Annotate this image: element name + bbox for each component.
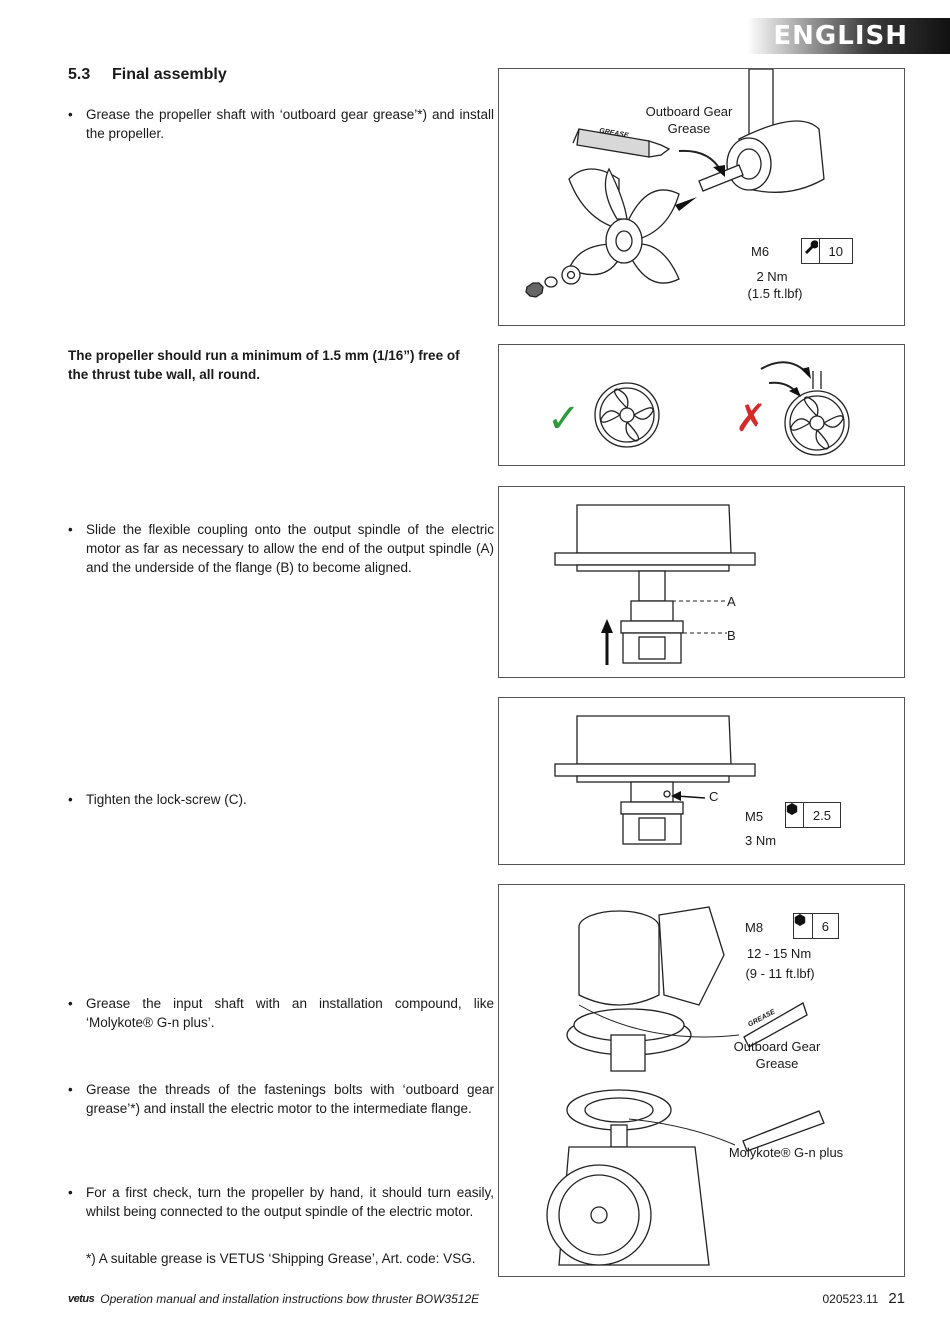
tool-spec-box: [793, 913, 839, 939]
step-first-check: • For a first check, turn the propeller by hand, it should turn easily, whilst being connected to the output spindle of the electric motor.: [68, 1183, 494, 1221]
bolt-size: M5: [745, 809, 764, 824]
label-b: B: [727, 628, 736, 643]
tool-size: 2.5: [812, 807, 831, 823]
label-c: C: [709, 789, 719, 804]
torque-nm: 12 - 15 Nm: [746, 946, 812, 961]
step-propeller: • Grease the propeller shaft with ‘outboard gear grease’*) and install the propeller.: [68, 105, 494, 143]
step-threads: • Grease the threads of the fastenings bolts with ‘outboard gear grease’*) and install the electric motor to the intermediate flange.: [68, 1080, 494, 1118]
tool-spec-box: [785, 802, 841, 828]
torque-nm: 3 Nm: [745, 833, 777, 848]
page-number: 21: [888, 1290, 905, 1307]
figure-clearance-check: [498, 344, 905, 466]
grease-tube-text: GREASE: [747, 1008, 777, 1029]
section-title: Final assembly: [112, 66, 227, 83]
torque-ftlbf: (1.5 ft.lbf): [747, 286, 803, 301]
figure-motor-install: [498, 884, 905, 1277]
molykote-label: Molykote® G-n plus: [728, 1145, 844, 1160]
grease-label-line2: Grease: [755, 1056, 799, 1071]
torque-ftlbf: (9 - 11 ft.lbf): [745, 966, 815, 981]
language-tab: ENGLISH: [747, 18, 950, 54]
footnote: *) A suitable grease is VETUS ‘Shipping Grease’, Art. code: VSG.: [86, 1251, 476, 1266]
grease-label-line1: Outboard Gear: [645, 104, 733, 119]
clearance-note: The propeller should run a minimum of 1.5 mm (1/16”) free of the thrust tube wall, all round.: [68, 348, 460, 382]
figure-coupling-align: [498, 486, 905, 678]
tool-spec-box: [801, 238, 853, 264]
step-coupling: • Slide the flexible coupling onto the output spindle of the electric motor as far as necessary to allow the end of the output spindle (A) and the underside of the flange (B) to become aligned.: [68, 520, 494, 577]
vetus-logo: vetus: [68, 1292, 95, 1305]
figure-lock-screw: [498, 697, 905, 865]
grease-tube-text: GREASE: [598, 127, 629, 140]
figure-propeller-install: [498, 68, 905, 326]
motor-install-illustration: [499, 885, 906, 1278]
bolt-size: M8: [745, 920, 764, 935]
coupling-illustration: [499, 487, 906, 679]
hex-key-icon: [794, 914, 813, 938]
tool-size: 6: [821, 918, 829, 934]
page-footer: [68, 1290, 905, 1307]
step-input-shaft: • Grease the input shaft with an installation compound, like ‘Molykote® G-n plus’.: [68, 994, 494, 1032]
grease-label: [727, 1038, 827, 1072]
ok-check-icon: ✓: [547, 397, 581, 441]
bolt-size: M6: [751, 244, 770, 259]
section-number: 5.3: [68, 66, 91, 83]
doc-code: 020523.11: [822, 1291, 879, 1306]
section-heading: [68, 66, 227, 84]
label-a: A: [727, 594, 736, 609]
grease-label: [634, 103, 744, 137]
step-lockscrew: • Tighten the lock-screw (C).: [68, 790, 494, 809]
torque-nm: 2 Nm: [756, 269, 788, 284]
wrong-cross-icon: ✗: [735, 398, 767, 440]
wrench-icon: [802, 239, 820, 263]
tool-size: 10: [828, 243, 843, 259]
footer-title: Operation manual and installation instructions bow thruster BOW3512E: [100, 1291, 480, 1306]
hex-key-icon: [786, 803, 804, 827]
lockscrew-illustration: [499, 698, 906, 866]
grease-label-line2: Grease: [667, 121, 711, 136]
grease-label-line1: Outboard Gear: [733, 1039, 821, 1054]
